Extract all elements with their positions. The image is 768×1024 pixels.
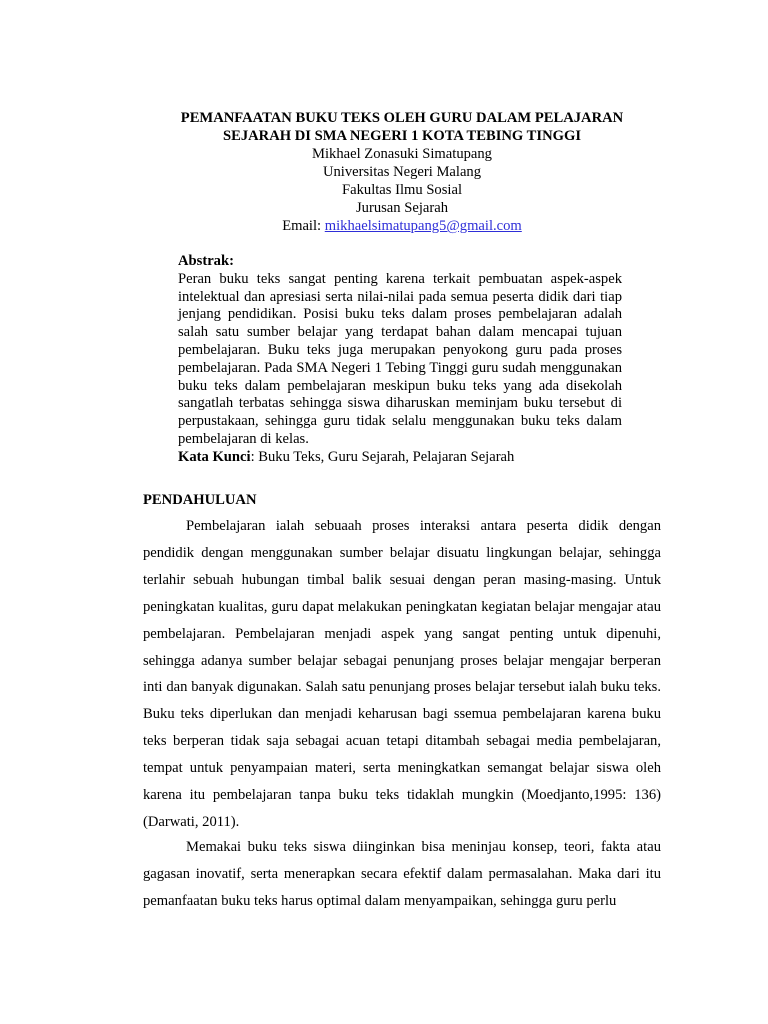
abstract-section: [178, 253, 622, 467]
paper-title-line-2: SEJARAH DI SMA NEGERI 1 KOTA TEBING TINGGI: [222, 128, 582, 144]
abstract-heading: Abstrak:: [178, 253, 234, 269]
section-heading-pendahuluan: PENDAHULUAN: [143, 492, 257, 508]
body-paragraph-1: Pembelajaran ialah sebuaah proses interaksi antara peserta didik dengan pendidik dengan menggunakan sumber belajar disuatu lingkungan belajar, sehingga terlahir sebuah hubungan timbal balik sesuai dengan peran masing-masing. Untuk peningkatan kualitas, guru dapat melakukan peningkatan kegiatan belajar mengajar atau pembelajaran. Pembelajaran menjadi aspek yang sangat penting untuk dipenuhi, sehingga adanya sumber belajar sebagai penunjang proses belajar mengajar berperan inti dan banyak digunakan. Salah satu penunjang proses belajar tersebut ialah buku teks. Buku teks diperlukan dan menjadi keharusan bagi ssemua pembelajaran karena buku teks berperan tidak saja sebagai acuan tetapi ditambah sebagai media pembelajaran, tempat untuk penyampaian materi, serta meningkatkan semangat belajar siswa oleh karena itu pembelajaran tanpa buku teks tidaklah mungkin (Moedjanto,1995: 136) (Darwati, 2011).: [143, 518, 661, 830]
university-name: Universitas Negeri Malang: [322, 164, 482, 180]
keywords-text: : Buku Teks, Guru Sejarah, Pelajaran Sejarah: [250, 448, 515, 465]
email-label: Email:: [282, 218, 325, 234]
keywords-label: Kata Kunci: [178, 448, 251, 465]
body-paragraph-2: Memakai buku teks siswa diinginkan bisa meninjau konsep, teori, fakta atau gagasan inovatif, serta menerapkan secara efektif dalam permasalahan. Maka dari itu pemanfaatan buku teks harus optimal dalam menyampaikan, sehingga guru perlu: [143, 839, 661, 909]
email-link[interactable]: mikhaelsimatupang5@gmail.com: [324, 218, 522, 234]
title-block: [143, 109, 661, 235]
keywords-line: [178, 449, 622, 467]
author-name: Mikhael Zonasuki Simatupang: [312, 146, 492, 162]
faculty-name: Fakultas Ilmu Sosial: [342, 182, 462, 198]
paper-title-line-1: PEMANFAATAN BUKU TEKS OLEH GURU DALAM PELAJARAN: [180, 110, 624, 126]
email-line: [143, 217, 661, 235]
abstract-body: Peran buku teks sangat penting karena terkait pembuatan aspek-aspek intelektual dan apresiasi serta nilai-nilai pada semua peserta didik dari tiap jenjang pendidikan. Posisi buku teks dalam proses pembelajaran adalah salah satu sumber belajar yang terdapat bahan dalam mencapai tujuan pembelajaran. Buku teks juga merupakan penyokong guru pada proses pembelajaran. Pada SMA Negeri 1 Tebing Tinggi guru sudah menggunakan buku teks dalam pembelajaran meskipun buku teks yang ada disekolah sangatlah terbatas sehingga siswa diharuskan meminjam buku tersebut di perpustakaan, sehingga guru tidak selalu menggunakan buku teks dalam pembelajaran di kelas.: [178, 270, 622, 447]
department-name: Jurusan Sejarah: [356, 200, 448, 216]
